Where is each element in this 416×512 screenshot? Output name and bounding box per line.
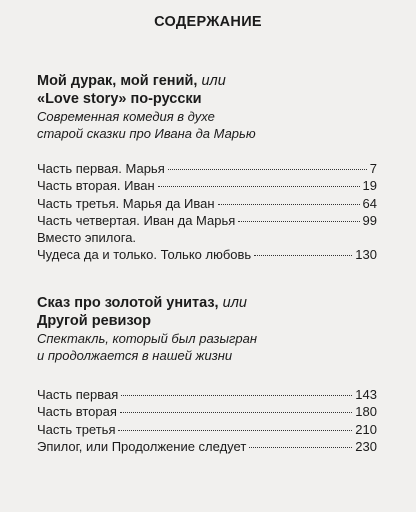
dot-leader (249, 447, 352, 448)
toc-entry-title: Часть вторая. Иван (37, 178, 155, 194)
toc-entry-epilogue-line1: Вместо эпилога. (37, 230, 137, 246)
toc-entry[interactable] (37, 160, 377, 177)
section-1-heading-line2: «Love story» по-русски (37, 91, 202, 107)
section-1-subtitle-line1: Современная комедия в духе (37, 109, 215, 124)
dot-leader (218, 204, 360, 205)
toc-entry[interactable] (37, 386, 377, 403)
toc-entry-title: Часть первая (37, 387, 119, 402)
section-1-subtitle-line2: старой сказки про Ивана да Марью (37, 126, 256, 141)
toc-entry-page: 143 (355, 387, 377, 402)
toc-entry-page: 64 (362, 195, 377, 211)
section-2 (37, 294, 377, 455)
section-1-heading-bold: Мой дурак, мой гений, (37, 73, 198, 89)
toc-entry[interactable] (37, 421, 377, 438)
section-2-subtitle-line2: и продолжается в нашей жизни (37, 348, 233, 363)
section-1-heading-italic: или (201, 73, 226, 89)
page-title: СОДЕРЖАНИЕ (154, 14, 262, 30)
toc-entry-page: 19 (362, 178, 377, 194)
dot-leader (158, 186, 360, 187)
dot-leader (254, 255, 352, 256)
toc-entry-page: 99 (362, 212, 377, 228)
toc-entry[interactable] (37, 212, 377, 229)
dot-leader (121, 395, 352, 396)
toc-entry-title: Чудеса да и только. Только любовь (37, 247, 252, 263)
toc-entry[interactable] (37, 246, 377, 263)
toc-entry-title: Эпилог, или Продолжение следует (37, 438, 247, 454)
dot-leader (120, 412, 352, 413)
section-2-subtitle-line1: Спектакль, который был разыгран (37, 331, 258, 346)
toc-entry-title: Часть третья. Марья да Иван (37, 195, 215, 211)
toc-entry-title: Часть четвертая. Иван да Марья (37, 212, 236, 228)
section-2-entries (37, 386, 377, 455)
toc-entry-page: 130 (355, 247, 377, 263)
toc-entry-title: Часть вторая (37, 404, 117, 420)
dot-leader (118, 430, 352, 431)
section-2-heading-italic: или (222, 295, 247, 311)
section-1-entries (37, 160, 377, 264)
toc-entry-page: 230 (355, 438, 377, 454)
toc-entry-page: 7 (369, 161, 377, 176)
toc-entry-title: Часть первая. Марья (37, 161, 165, 176)
dot-leader (238, 221, 359, 222)
section-2-heading-line2: Другой ревизор (37, 313, 152, 329)
toc-entry[interactable] (37, 177, 377, 194)
section-1-heading (37, 72, 377, 90)
section-2-heading-bold: Сказ про золотой унитаз, (37, 295, 219, 311)
section-1 (37, 72, 377, 264)
toc-entry[interactable] (37, 438, 377, 455)
toc-entry[interactable] (37, 195, 377, 212)
toc-entry-title: Часть третья (37, 421, 116, 437)
section-2-heading (37, 294, 377, 312)
dot-leader (168, 169, 367, 170)
toc-entry[interactable] (37, 403, 377, 420)
toc-entry-page: 210 (355, 421, 377, 437)
toc-entry-page: 180 (355, 404, 377, 420)
